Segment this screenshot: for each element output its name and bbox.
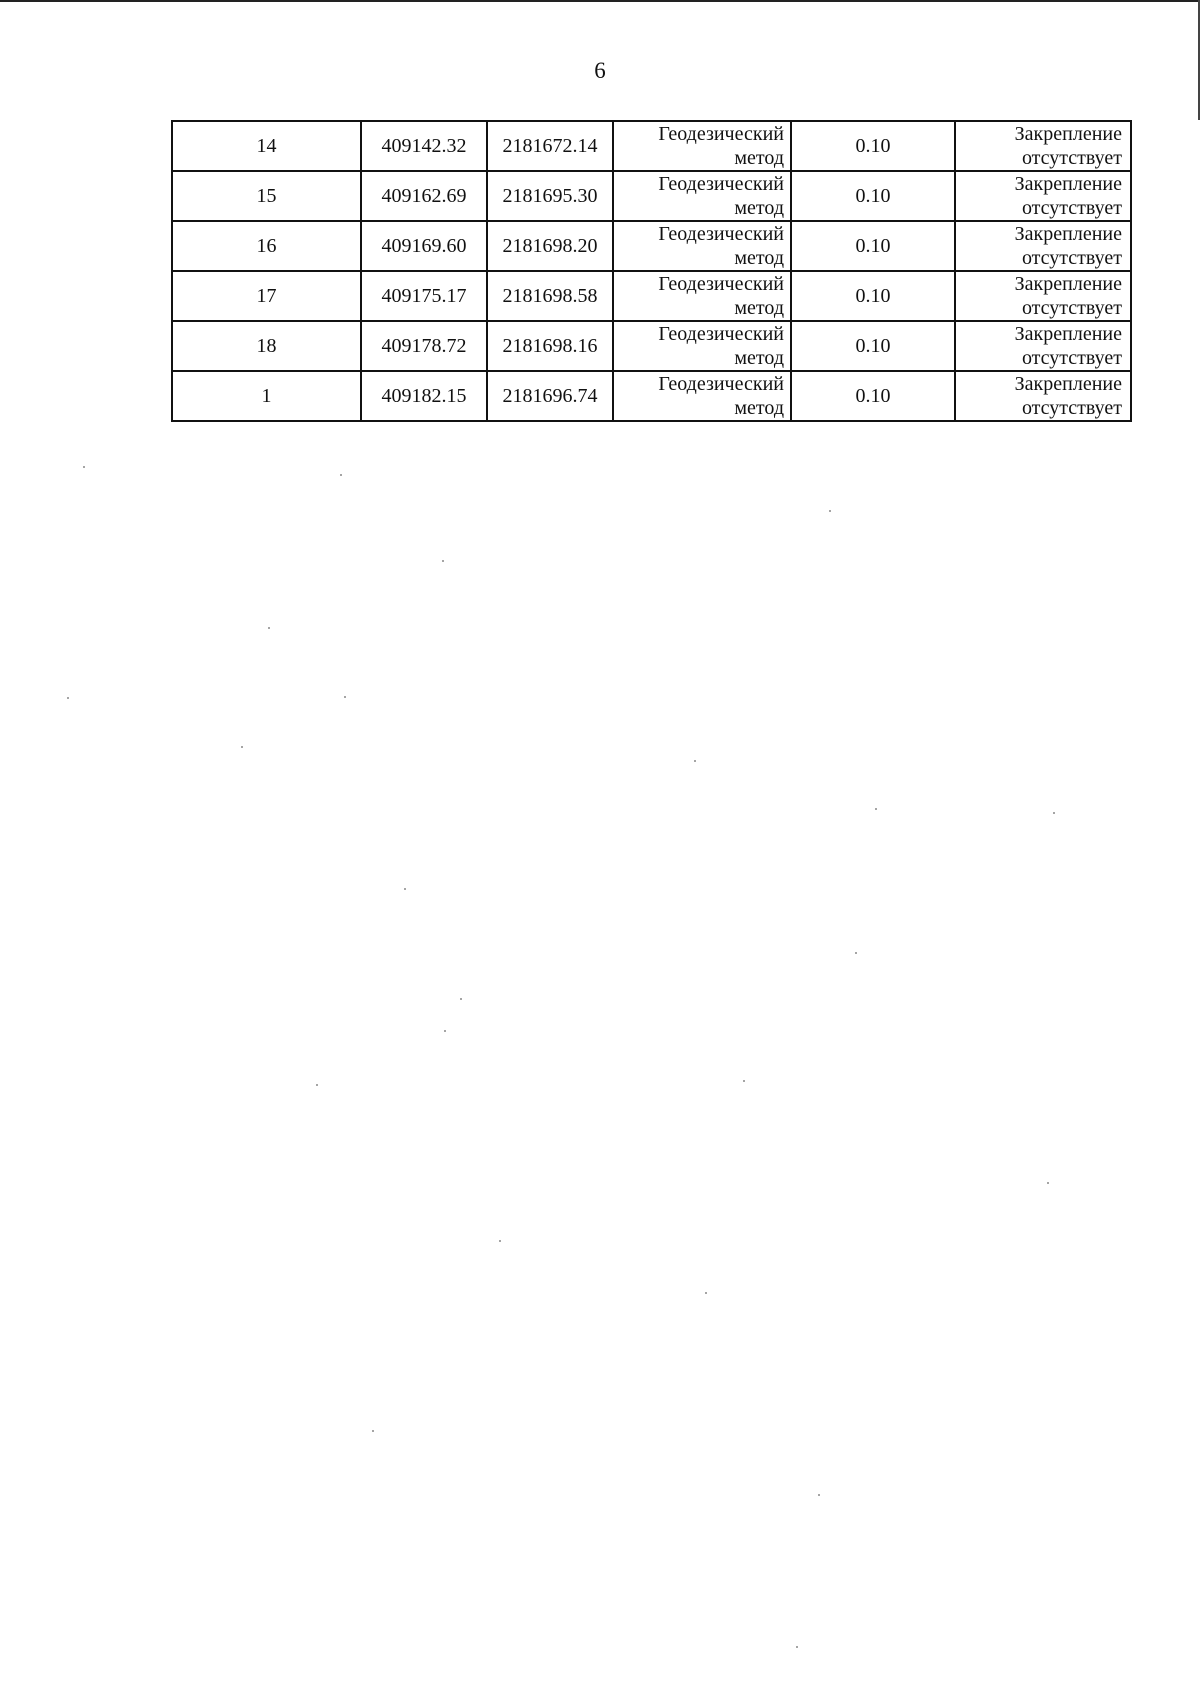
table-row: [172, 171, 1131, 221]
x-coordinate-cell: 409178.72: [361, 321, 487, 371]
table-row: [172, 221, 1131, 271]
point-number-cell: 17: [172, 271, 361, 321]
marking-cell-line2: отсутствует: [1021, 397, 1122, 419]
marking-cell-line2: отсутствует: [1021, 247, 1122, 269]
accuracy-cell: 0.10: [791, 371, 955, 421]
table-row: [172, 121, 1131, 171]
method-cell: [613, 271, 791, 321]
scan-speck: [705, 1292, 707, 1294]
scan-speck: [340, 474, 342, 476]
table-row: [172, 271, 1131, 321]
marking-cell-line2: отсутствует: [1021, 347, 1122, 369]
method-cell-line2: метод: [734, 297, 784, 319]
method-cell: [613, 171, 791, 221]
marking-cell-line2: отсутствует: [1021, 147, 1122, 169]
method-cell-line2: метод: [734, 197, 784, 219]
point-number-cell: 15: [172, 171, 361, 221]
marking-cell-line1: Закрепление: [1014, 273, 1122, 295]
method-cell-line2: метод: [734, 347, 784, 369]
scan-speck: [444, 1030, 446, 1032]
accuracy-cell: 0.10: [791, 121, 955, 171]
marking-cell: [955, 321, 1131, 371]
scan-speck: [83, 466, 85, 468]
marking-cell: [955, 221, 1131, 271]
method-cell-line1: Геодезический: [658, 273, 784, 295]
table-row: [172, 321, 1131, 371]
method-cell-line2: метод: [734, 397, 784, 419]
scan-speck: [818, 1494, 820, 1496]
marking-cell-line1: Закрепление: [1014, 123, 1122, 145]
scan-speck: [499, 1240, 501, 1242]
method-cell-line1: Геодезический: [658, 123, 784, 145]
method-cell-line2: метод: [734, 247, 784, 269]
accuracy-cell: 0.10: [791, 221, 955, 271]
x-coordinate-cell: 409142.32: [361, 121, 487, 171]
marking-cell-line1: Закрепление: [1014, 223, 1122, 245]
x-coordinate-cell: 409175.17: [361, 271, 487, 321]
x-coordinate-cell: 409162.69: [361, 171, 487, 221]
scan-speck: [796, 1646, 798, 1648]
scan-speck: [67, 697, 69, 699]
method-cell: [613, 121, 791, 171]
marking-cell-line2: отсутствует: [1021, 297, 1122, 319]
method-cell-line1: Геодезический: [658, 223, 784, 245]
method-cell-line1: Геодезический: [658, 373, 784, 395]
scan-edge-top: [0, 0, 1200, 2]
scan-speck: [241, 746, 243, 748]
scan-speck: [855, 952, 857, 954]
method-cell-line1: Геодезический: [658, 323, 784, 345]
point-number-cell: 1: [172, 371, 361, 421]
y-coordinate-cell: 2181696.74: [487, 371, 613, 421]
y-coordinate-cell: 2181698.20: [487, 221, 613, 271]
marking-cell-line2: отсутствует: [1021, 197, 1122, 219]
method-cell: [613, 371, 791, 421]
x-coordinate-cell: 409182.15: [361, 371, 487, 421]
scan-speck: [829, 510, 831, 512]
scan-speck: [743, 1080, 745, 1082]
x-coordinate-cell: 409169.60: [361, 221, 487, 271]
scan-speck: [316, 1084, 318, 1086]
scan-speck: [372, 1430, 374, 1432]
marking-cell: [955, 371, 1131, 421]
table-row: [172, 371, 1131, 421]
accuracy-cell: 0.10: [791, 171, 955, 221]
method-cell: [613, 221, 791, 271]
scan-speck: [694, 760, 696, 762]
scan-speck: [460, 998, 462, 1000]
scan-speck: [1053, 812, 1055, 814]
point-number-cell: 18: [172, 321, 361, 371]
marking-cell-line1: Закрепление: [1014, 373, 1122, 395]
scan-speck: [268, 627, 270, 629]
marking-cell-line1: Закрепление: [1014, 323, 1122, 345]
scan-speck: [344, 696, 346, 698]
page-number: 6: [594, 58, 606, 83]
marking-cell: [955, 171, 1131, 221]
method-cell-line2: метод: [734, 147, 784, 169]
point-number-cell: 16: [172, 221, 361, 271]
y-coordinate-cell: 2181698.16: [487, 321, 613, 371]
scan-speck: [442, 560, 444, 562]
y-coordinate-cell: 2181698.58: [487, 271, 613, 321]
table-body: [172, 121, 1131, 421]
accuracy-cell: 0.10: [791, 271, 955, 321]
method-cell: [613, 321, 791, 371]
scan-speck: [875, 808, 877, 810]
accuracy-cell: 0.10: [791, 321, 955, 371]
scan-speck: [1047, 1182, 1049, 1184]
method-cell-line1: Геодезический: [658, 173, 784, 195]
point-number-cell: 14: [172, 121, 361, 171]
marking-cell-line1: Закрепление: [1014, 173, 1122, 195]
scan-speck: [404, 888, 406, 890]
coordinates-table: [171, 120, 1132, 422]
marking-cell: [955, 121, 1131, 171]
marking-cell: [955, 271, 1131, 321]
y-coordinate-cell: 2181695.30: [487, 171, 613, 221]
y-coordinate-cell: 2181672.14: [487, 121, 613, 171]
